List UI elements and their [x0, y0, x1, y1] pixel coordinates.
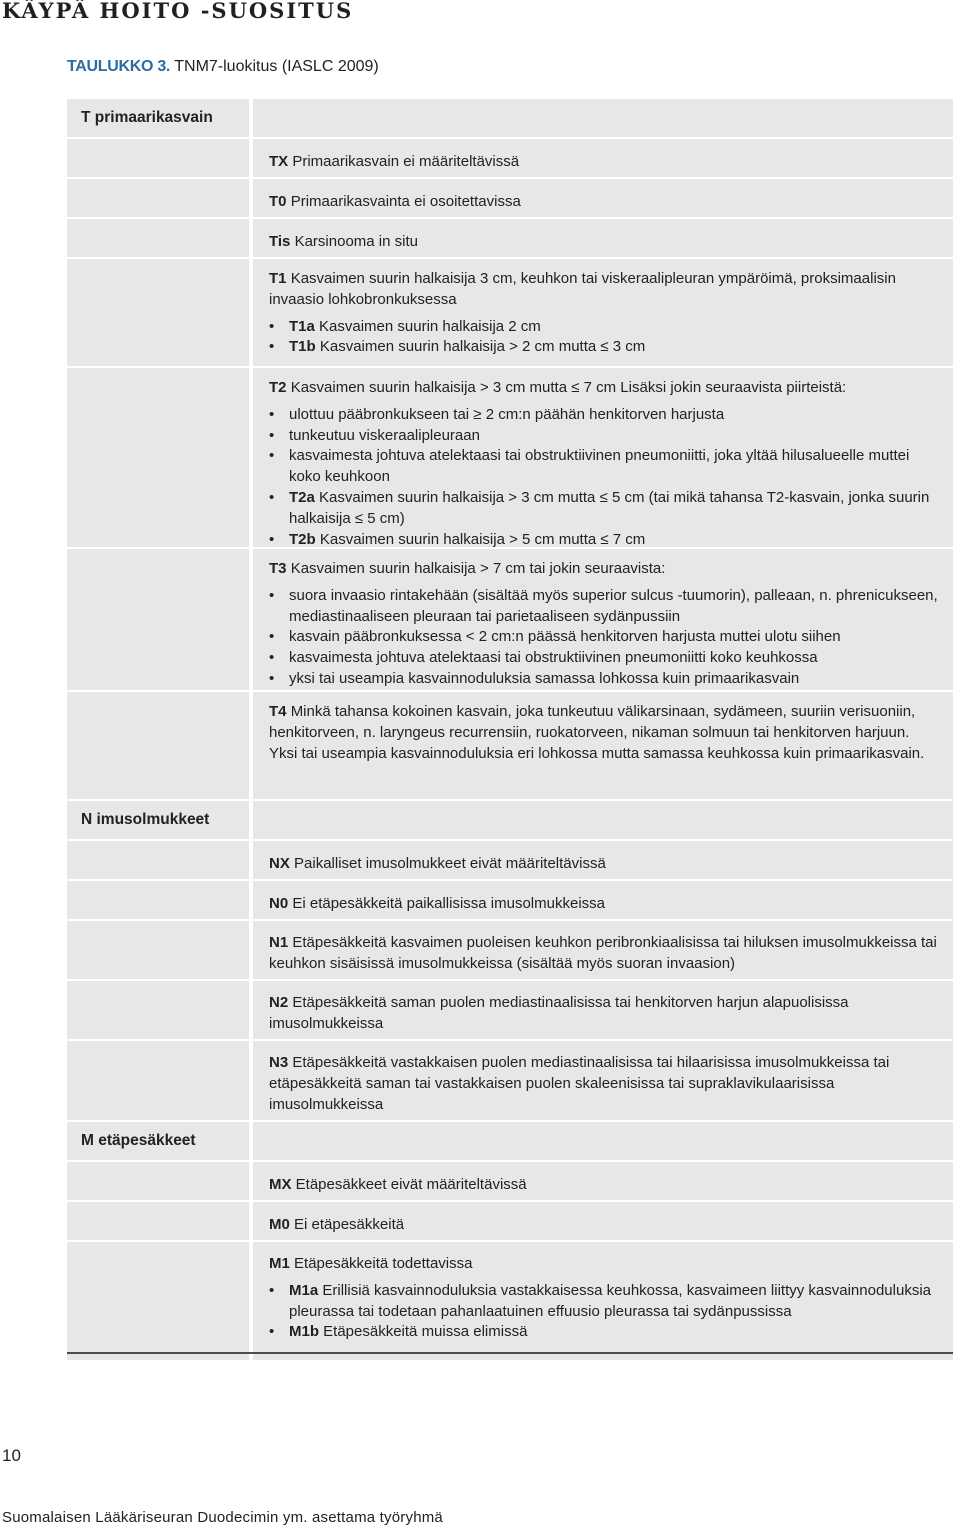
table-caption	[67, 58, 379, 76]
bullet-text: Kasvaimen suurin halkaisija 2 cm	[319, 317, 541, 335]
stage-bullet-item	[269, 405, 941, 426]
stage-description	[269, 702, 941, 764]
section-header-row-m	[67, 1122, 953, 1160]
bullet-text: ulottuu pääbronkukseen tai ≥ 2 cm:n päähän henkitorven harjusta	[289, 405, 725, 423]
stage-left-empty-cell	[67, 219, 249, 257]
stage-cell-nx	[253, 841, 953, 879]
stage-row	[67, 921, 953, 979]
stage-bullet-item	[269, 1322, 941, 1343]
section-heading-t: T primaarikasvain	[67, 99, 249, 137]
section-header-row-n	[67, 801, 953, 839]
table-bottom-rule	[67, 1352, 953, 1354]
stage-bullet-item	[269, 669, 941, 690]
stage-description	[269, 854, 941, 875]
stage-row	[67, 692, 953, 799]
stage-row	[67, 1202, 953, 1240]
stage-text: Paikalliset imusolmukkeet eivät määriteltävissä	[294, 855, 606, 872]
bullet-text: yksi tai useampia kasvainnoduluksia samassa lohkossa kuin primaarikasvain	[289, 669, 800, 687]
stage-bullet-list	[269, 405, 941, 551]
substage-code: M1a	[289, 1281, 319, 1299]
substage-code: T1a	[289, 317, 315, 335]
section-heading-n: N imusolmukkeet	[67, 801, 249, 839]
section-header-empty-cell	[253, 801, 953, 839]
stage-code: TX	[269, 153, 289, 170]
row-divider	[67, 1360, 953, 1362]
stage-cell-t3	[253, 549, 953, 690]
stage-code: T2	[269, 379, 287, 396]
stage-text: Kasvaimen suurin halkaisija > 3 cm mutta ≤ 7 cm Lisäksi jokin seuraavista piirteistä:	[290, 379, 847, 396]
stage-code: T3	[269, 560, 287, 577]
stage-code: M1	[269, 1255, 290, 1272]
tnm-classification-table	[67, 99, 953, 1362]
stage-code: NX	[269, 855, 290, 872]
stage-bullet-item	[269, 337, 941, 358]
stage-cell-mx	[253, 1162, 953, 1200]
stage-code: N1	[269, 934, 289, 951]
bullet-text: Kasvaimen suurin halkaisija > 3 cm mutta ≤ 5 cm (tai mikä tahansa T2-kasvain, jonka suurin halkaisija ≤ 5 cm)	[289, 488, 930, 527]
stage-code: T0	[269, 193, 287, 210]
stage-description	[269, 559, 941, 580]
stage-text: Etäpesäkkeitä saman puolen mediastinaalisissa tai henkitorven harjun alapuolisissa imusolmukkeissa	[269, 994, 849, 1032]
stage-text: Kasvaimen suurin halkaisija > 7 cm tai jokin seuraavista:	[290, 560, 666, 577]
section-header-row-t	[67, 99, 953, 137]
stage-left-empty-cell	[67, 549, 249, 690]
section-header-empty-cell	[253, 99, 953, 137]
stage-cell-m1	[253, 1242, 953, 1360]
stage-cell-t2	[253, 368, 953, 547]
stage-description	[269, 993, 941, 1035]
stage-text: Etäpesäkkeitä vastakkaisen puolen mediastinaalisissa tai hilaarisissa imusolmukkeissa tai etäpesäkkeitä saman tai vastakkaisen puolen skaleenisissa tai supraklavikulaarisissa imusolmukkeissa	[269, 1054, 890, 1113]
stage-left-empty-cell	[67, 921, 249, 979]
stage-row	[67, 259, 953, 366]
stage-row	[67, 1041, 953, 1120]
bullet-text: Etäpesäkkeitä muissa elimissä	[323, 1323, 528, 1341]
bullet-text: Kasvaimen suurin halkaisija > 5 cm mutta ≤ 7 cm	[319, 530, 646, 548]
section-heading-m: M etäpesäkkeet	[67, 1122, 249, 1160]
stage-bullet-item	[269, 426, 941, 447]
stage-left-empty-cell	[67, 1242, 249, 1360]
stage-bullet-item	[269, 648, 941, 669]
stage-left-empty-cell	[67, 259, 249, 366]
stage-text: Primaarikasvain ei määriteltävissä	[292, 153, 520, 170]
stage-left-empty-cell	[67, 1202, 249, 1240]
section-header-empty-cell	[253, 1122, 953, 1160]
substage-code: T2a	[289, 488, 315, 506]
bullet-text: kasvaimesta johtuva atelektaasi tai obstruktiivinen pneumoniitti, joka yltää hilusalueelle muttei koko keuhkoon	[289, 447, 910, 486]
bullet-text: suora invaasio rintakehään (sisältää myös superior sulcus -tuumorin), palleaan, n. phrenicukseen, mediastinaaliseen pleuraan tai parietaaliseen sydänpussiin	[289, 586, 938, 625]
stage-bullet-item	[269, 627, 941, 648]
stage-row	[67, 549, 953, 690]
stage-text: Karsinooma in situ	[294, 233, 418, 250]
stage-code: Tis	[269, 233, 291, 250]
bullet-text: Erillisiä kasvainnoduluksia vastakkaisessa keuhkossa, kasvaimeen liittyy kasvainnoduluksia pleurassa tai todetaan pahanlaatuinen effuusio pleurassa tai sydänpussissa	[289, 1281, 931, 1320]
stage-code: MX	[269, 1176, 292, 1193]
stage-description	[269, 152, 941, 173]
stage-code: N0	[269, 895, 289, 912]
stage-description	[269, 192, 941, 213]
stage-description	[269, 1215, 941, 1236]
stage-text: Etäpesäkkeet eivät määriteltävissä	[295, 1176, 527, 1193]
stage-cell-n3	[253, 1041, 953, 1120]
stage-cell-t0	[253, 179, 953, 217]
stage-row	[67, 981, 953, 1039]
stage-row	[67, 179, 953, 217]
stage-cell-n0	[253, 881, 953, 919]
stage-row	[67, 139, 953, 177]
stage-bullet-item	[269, 446, 941, 488]
stage-left-empty-cell	[67, 179, 249, 217]
stage-bullet-item	[269, 1281, 941, 1323]
stage-bullet-list	[269, 586, 941, 690]
stage-left-empty-cell	[67, 692, 249, 799]
stage-left-empty-cell	[67, 841, 249, 879]
stage-cell-m0	[253, 1202, 953, 1240]
stage-left-empty-cell	[67, 139, 249, 177]
stage-description	[269, 933, 941, 975]
stage-code: N3	[269, 1054, 289, 1071]
stage-code: T4	[269, 703, 287, 720]
stage-left-empty-cell	[67, 368, 249, 547]
stage-cell-t1	[253, 259, 953, 366]
stage-description	[269, 1053, 941, 1115]
stage-text: Etäpesäkkeitä kasvaimen puoleisen keuhkon peribronkiaalisissa tai hiluksen imusolmukkeissa tai keuhkon sisäisissä imusolmukkeissa (sisältää myös suoran invaasion)	[269, 934, 937, 972]
stage-bullet-item	[269, 530, 941, 551]
page-footer: Suomalaisen Lääkäriseuran Duodecimin ym. asettama työryhmä	[2, 1509, 443, 1526]
stage-description	[269, 378, 941, 399]
substage-code: M1b	[289, 1323, 319, 1341]
stage-row	[67, 1162, 953, 1200]
stage-bullet-list	[269, 317, 941, 359]
table-caption-title: TNM7-luokitus (IASLC 2009)	[174, 58, 379, 75]
stage-row	[67, 841, 953, 879]
bullet-text: Kasvaimen suurin halkaisija > 2 cm mutta ≤ 3 cm	[319, 338, 646, 356]
stage-description	[269, 1254, 941, 1275]
substage-code: T1b	[289, 338, 316, 356]
stage-code: M0	[269, 1216, 290, 1233]
stage-cell-tx	[253, 139, 953, 177]
bullet-text: kasvaimesta johtuva atelektaasi tai obstruktiivinen pneumoniitti koko keuhkossa	[289, 649, 818, 667]
substage-code: T2b	[289, 530, 316, 548]
stage-row	[67, 219, 953, 257]
table-caption-label: TAULUKKO 3.	[67, 58, 171, 75]
stage-text: Etäpesäkkeitä todettavissa	[294, 1255, 473, 1272]
page-number: 10	[2, 1446, 21, 1465]
stage-row	[67, 368, 953, 547]
stage-left-empty-cell	[67, 1162, 249, 1200]
stage-row	[67, 881, 953, 919]
stage-code: T1	[269, 270, 287, 287]
stage-text: Ei etäpesäkkeitä paikallisissa imusolmukkeissa	[292, 895, 605, 912]
stage-bullet-item	[269, 317, 941, 338]
stage-description	[269, 232, 941, 253]
stage-bullet-item	[269, 488, 941, 530]
stage-bullet-list	[269, 1281, 941, 1343]
stage-description	[269, 894, 941, 915]
page-header-title: KÄYPÄ HOITO -SUOSITUS	[2, 0, 354, 23]
stage-text: Kasvaimen suurin halkaisija 3 cm, keuhkon tai viskeraalipleuran ympäröimä, proksimaalisin invaasio lohkobronkuksessa	[269, 270, 896, 308]
stage-left-empty-cell	[67, 881, 249, 919]
stage-left-empty-cell	[67, 1041, 249, 1120]
stage-cell-t4	[253, 692, 953, 799]
stage-cell-n2	[253, 981, 953, 1039]
stage-code: N2	[269, 994, 289, 1011]
bullet-text: kasvain pääbronkuksessa < 2 cm:n päässä henkitorven harjusta muttei ulotu siihen	[289, 628, 841, 646]
stage-cell-n1	[253, 921, 953, 979]
stage-cell-tis	[253, 219, 953, 257]
bullet-text: tunkeutuu viskeraalipleuraan	[289, 426, 480, 444]
stage-text: Primaarikasvainta ei osoitettavissa	[290, 193, 521, 210]
stage-text: Ei etäpesäkkeitä	[294, 1216, 405, 1233]
stage-row	[67, 1242, 953, 1360]
stage-left-empty-cell	[67, 981, 249, 1039]
stage-description	[269, 269, 941, 311]
stage-bullet-item	[269, 586, 941, 628]
stage-description	[269, 1175, 941, 1196]
stage-text: Minkä tahansa kokoinen kasvain, joka tunkeutuu välikarsinaan, sydämeen, suuriin verisuoniin, henkitorveen, n. laryngeus recurrensiin, ruokatorveen, nikaman solmuun tai henkitorven harjuun. Yksi tai useampia kasvainnoduluksia eri lohkossa mutta samassa keuhkossa kuin primaarikasvain.	[269, 703, 925, 762]
